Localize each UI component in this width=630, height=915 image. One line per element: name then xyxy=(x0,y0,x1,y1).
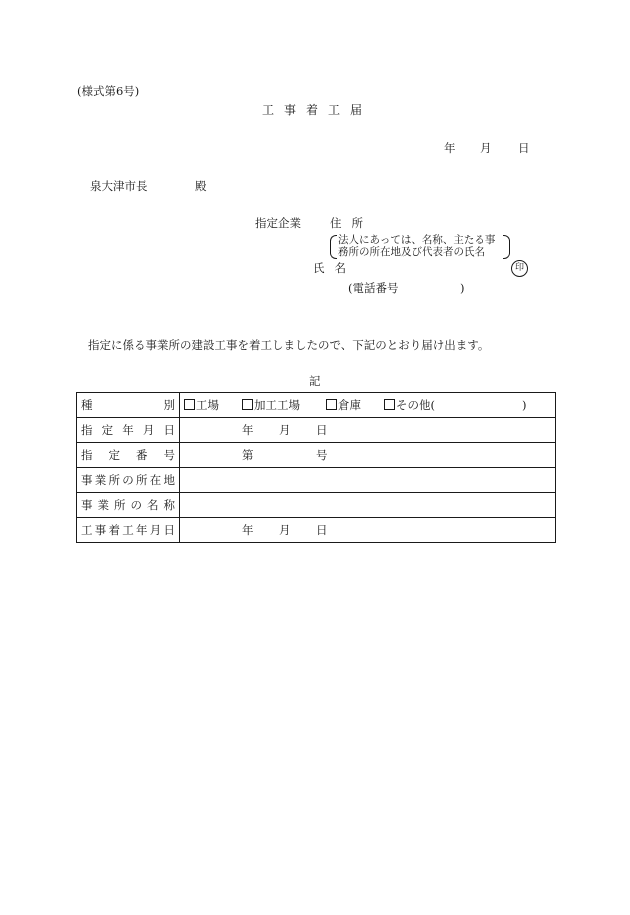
header-date-month: 月 xyxy=(480,141,492,155)
spread-label xyxy=(81,422,175,438)
table-row xyxy=(77,393,556,418)
designation-number-value xyxy=(180,443,556,468)
label-char: 所 xyxy=(114,498,126,512)
type-options xyxy=(180,393,556,418)
label-char: 月 xyxy=(142,423,155,437)
address-note xyxy=(330,234,510,260)
phone-field xyxy=(348,281,465,295)
label-char: 着 xyxy=(108,523,120,537)
row-label-designation-number xyxy=(77,443,180,468)
label-char: 地 xyxy=(163,473,175,487)
office-name-value[interactable] xyxy=(180,493,556,518)
checkbox-icon[interactable] xyxy=(242,399,253,410)
address-note-line2: 務所の所在地及び代表者の氏名 xyxy=(338,246,485,258)
label-char: 事 xyxy=(94,523,107,537)
checkbox-icon[interactable] xyxy=(384,399,395,410)
date-year: 年 xyxy=(242,523,254,537)
label-char: の xyxy=(122,473,134,487)
row-label-type xyxy=(77,393,180,418)
label-char: 番 xyxy=(136,448,148,462)
label-char: 業 xyxy=(94,473,107,487)
type-option-processing[interactable]: 加工工場 xyxy=(242,397,326,413)
applicant-label: 指定企業 xyxy=(255,216,301,230)
start-date-value xyxy=(180,518,556,543)
spread-label xyxy=(81,447,175,463)
address-note-line1: 法人にあっては、名称、主たる事 xyxy=(338,234,496,246)
label-char: 事 xyxy=(81,498,93,512)
row-label-designation-date xyxy=(77,418,180,443)
label-char: の xyxy=(130,498,142,512)
form-number: (様式第6号) xyxy=(77,84,140,98)
label-char: 定 xyxy=(101,423,114,437)
seal-icon: 印 xyxy=(511,260,528,277)
office-address-value[interactable] xyxy=(180,468,556,493)
header-date-day: 日 xyxy=(518,141,530,155)
table-row xyxy=(77,468,556,493)
spread-label xyxy=(81,472,175,488)
type-option-other[interactable]: その他( xyxy=(384,397,522,413)
honorific: 殿 xyxy=(195,179,207,193)
label-char: 年 xyxy=(122,423,134,437)
label-char: 定 xyxy=(108,448,120,462)
label-char: 称 xyxy=(163,498,175,512)
spread-label xyxy=(81,497,175,513)
addressee: 泉大津市長 xyxy=(90,179,148,193)
ki-heading: 記 xyxy=(309,374,321,388)
checkbox-icon[interactable] xyxy=(184,399,195,410)
label-char: 指 xyxy=(81,423,93,437)
spread-label xyxy=(81,522,175,538)
date-day: 日 xyxy=(316,423,328,437)
date-year: 年 xyxy=(242,423,254,437)
right-bracket xyxy=(503,235,510,259)
row-label-office-name xyxy=(77,493,180,518)
designation-date-value xyxy=(180,418,556,443)
spread-label xyxy=(81,397,175,413)
body-text: 指定に係る事業所の建設工事を着工しましたので、下記のとおり届け出ます。 xyxy=(88,338,490,352)
header-date-year: 年 xyxy=(444,141,456,155)
type-option-factory[interactable]: 工場 xyxy=(184,397,242,413)
address-label: 住所 xyxy=(330,216,373,230)
type-other-close: ) xyxy=(522,398,527,412)
label-char: 別 xyxy=(163,398,175,412)
label-char: 号 xyxy=(163,448,175,462)
table-row xyxy=(77,443,556,468)
label-char: 日 xyxy=(163,423,175,437)
date-month: 月 xyxy=(279,423,291,437)
label-char: 月 xyxy=(149,523,162,537)
name-label: 氏名 xyxy=(313,261,356,275)
left-bracket xyxy=(330,235,337,259)
label-char: 所 xyxy=(136,473,148,487)
label-char: 事 xyxy=(81,473,93,487)
number-suffix: 号 xyxy=(316,448,328,462)
phone-label: (電話番号 xyxy=(348,281,399,295)
label-char: 在 xyxy=(149,473,162,487)
label-char: 日 xyxy=(163,523,175,537)
label-char: 工 xyxy=(122,523,134,537)
date-month: 月 xyxy=(279,523,291,537)
document-title: 工事着工届 xyxy=(262,103,373,117)
row-label-office-address xyxy=(77,468,180,493)
label-char: 所 xyxy=(108,473,120,487)
label-char: 種 xyxy=(81,398,93,412)
header-date xyxy=(444,143,530,155)
form-table xyxy=(76,392,556,543)
checkbox-icon[interactable] xyxy=(326,399,337,410)
table-row xyxy=(77,418,556,443)
date-day: 日 xyxy=(316,523,328,537)
number-prefix: 第 xyxy=(242,448,254,462)
label-char: 名 xyxy=(147,498,159,512)
label-char: 年 xyxy=(136,523,148,537)
phone-close: ) xyxy=(460,281,465,295)
label-char: 指 xyxy=(81,448,93,462)
label-char: 工 xyxy=(81,523,93,537)
table-row xyxy=(77,518,556,543)
type-option-warehouse[interactable]: 倉庫 xyxy=(326,397,384,413)
row-label-start-date xyxy=(77,518,180,543)
label-char: 業 xyxy=(97,498,109,512)
table-row xyxy=(77,493,556,518)
